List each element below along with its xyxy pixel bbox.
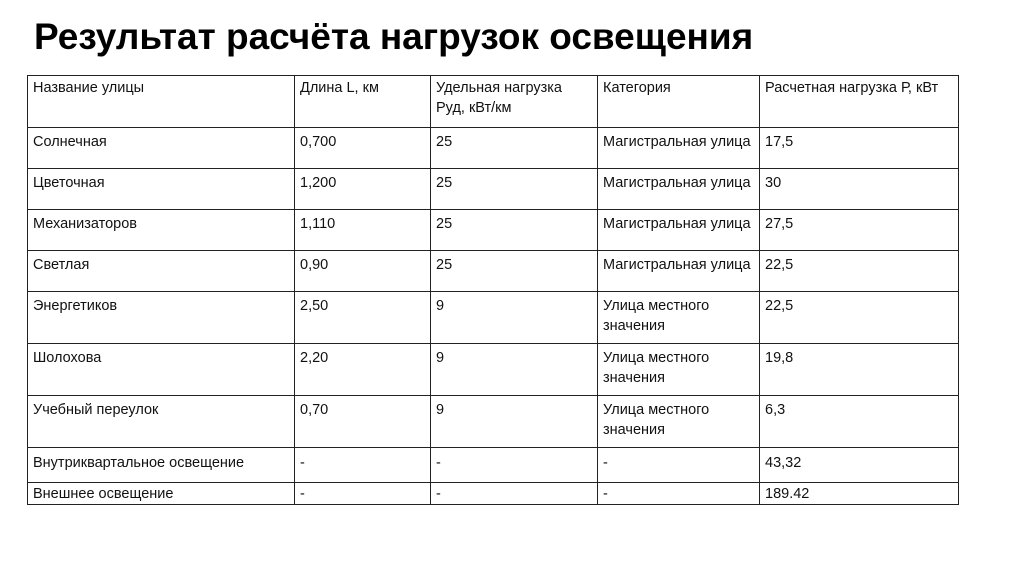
cell-calculated-load: 22,5 [760, 292, 959, 344]
cell-category: Магистральная улица [598, 251, 760, 292]
header-street-name: Название улицы [28, 76, 295, 128]
lighting-load-table [27, 75, 959, 505]
header-specific-load: Удельная нагрузка Руд, кВт/км [431, 76, 598, 128]
cell-calculated-load: 43,32 [760, 448, 959, 483]
cell-specific-load: 9 [431, 344, 598, 396]
cell-length: 1,200 [295, 169, 431, 210]
cell-street-name: Солнечная [28, 128, 295, 169]
cell-length: 1,110 [295, 210, 431, 251]
cell-specific-load: 25 [431, 210, 598, 251]
table-row [28, 483, 959, 505]
cell-street-name: Светлая [28, 251, 295, 292]
cell-category: Улица местного значения [598, 344, 760, 396]
cell-length: 0,90 [295, 251, 431, 292]
cell-calculated-load: 189.42 [760, 483, 959, 505]
cell-calculated-load: 19,8 [760, 344, 959, 396]
cell-calculated-load: 17,5 [760, 128, 959, 169]
cell-length: 0,70 [295, 396, 431, 448]
cell-specific-load: 25 [431, 169, 598, 210]
table-row [28, 251, 959, 292]
cell-category: - [598, 448, 760, 483]
table-row [28, 344, 959, 396]
cell-street-name: Учебный переулок [28, 396, 295, 448]
cell-length: - [295, 483, 431, 505]
cell-category: - [598, 483, 760, 505]
cell-length: 0,700 [295, 128, 431, 169]
cell-specific-load: 9 [431, 396, 598, 448]
cell-street-name: Механизаторов [28, 210, 295, 251]
cell-category: Магистральная улица [598, 128, 760, 169]
cell-specific-load: 25 [431, 251, 598, 292]
table-row [28, 292, 959, 344]
cell-specific-load: 25 [431, 128, 598, 169]
cell-specific-load: 9 [431, 292, 598, 344]
cell-street-name: Внутриквартальное освещение [28, 448, 295, 483]
cell-length: - [295, 448, 431, 483]
header-category: Категория [598, 76, 760, 128]
header-length: Длина L, км [295, 76, 431, 128]
page-title: Результат расчёта нагрузок освещения [34, 16, 754, 57]
cell-length: 2,20 [295, 344, 431, 396]
table-header-row [28, 76, 959, 128]
cell-category: Улица местного значения [598, 292, 760, 344]
cell-calculated-load: 30 [760, 169, 959, 210]
cell-calculated-load: 22,5 [760, 251, 959, 292]
cell-specific-load: - [431, 483, 598, 505]
cell-street-name: Шолохова [28, 344, 295, 396]
table-row [28, 396, 959, 448]
cell-category: Магистральная улица [598, 169, 760, 210]
cell-calculated-load: 6,3 [760, 396, 959, 448]
table-row [28, 169, 959, 210]
cell-category: Магистральная улица [598, 210, 760, 251]
cell-street-name: Энергетиков [28, 292, 295, 344]
cell-category: Улица местного значения [598, 396, 760, 448]
table-row [28, 128, 959, 169]
cell-street-name: Внешнее освещение [28, 483, 295, 505]
cell-specific-load: - [431, 448, 598, 483]
cell-length: 2,50 [295, 292, 431, 344]
table-row [28, 210, 959, 251]
table-row [28, 448, 959, 483]
cell-calculated-load: 27,5 [760, 210, 959, 251]
header-calculated-load: Расчетная нагрузка Р, кВт [760, 76, 959, 128]
cell-street-name: Цветочная [28, 169, 295, 210]
